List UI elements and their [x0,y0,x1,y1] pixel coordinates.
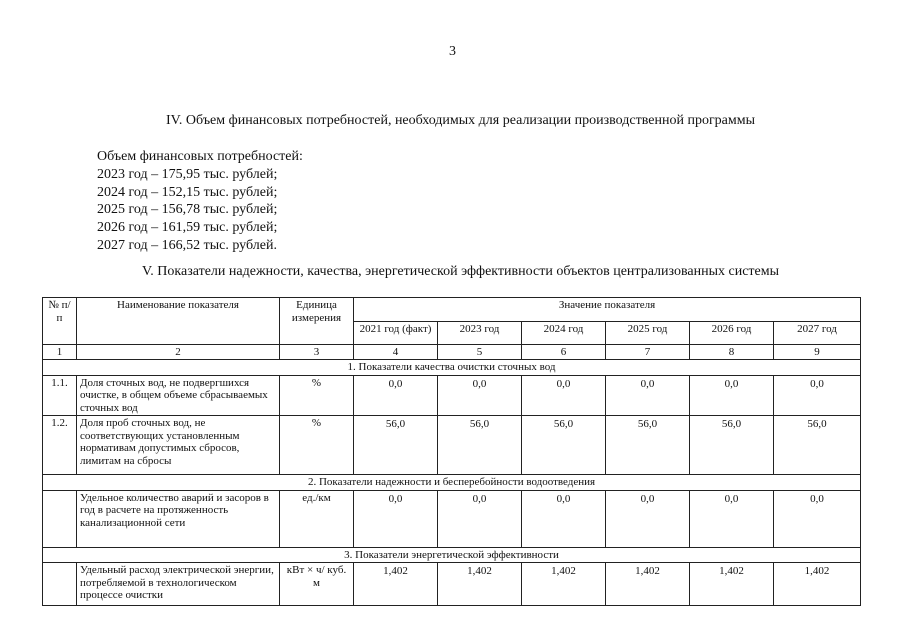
financial-needs-2027: 2027 год – 166,52 тыс. рублей. [97,237,277,253]
column-number: 3 [280,345,354,360]
group-title-quality: 1. Показатели качества очистки сточных вод [43,360,861,376]
header-year-2026: 2026 год [690,321,774,345]
row-number: 1.2. [43,416,77,475]
group-title-reliability: 2. Показатели надежности и бесперебойности водоотведения [43,475,861,491]
group-header-row [43,475,861,491]
row-number: 1.1. [43,375,77,416]
row-indicator-name: Удельное количество аварий и засоров в год в расчете на протяженность канализационной сети [77,490,280,547]
row-value-2027: 1,402 [774,563,861,606]
row-value-2027: 0,0 [774,490,861,547]
row-value-2024: 1,402 [522,563,606,606]
column-number: 2 [77,345,280,360]
row-value-2023: 0,0 [438,490,522,547]
row-value-2023: 0,0 [438,375,522,416]
financial-needs-2023: 2023 год – 175,95 тыс. рублей; [97,166,278,182]
row-value-2026: 0,0 [690,490,774,547]
row-value-2026: 56,0 [690,416,774,475]
header-unit: Единица измерения [280,298,354,345]
row-value-2024: 0,0 [522,375,606,416]
row-value-2021: 0,0 [354,375,438,416]
column-number: 8 [690,345,774,360]
column-number: 9 [774,345,861,360]
row-number [43,490,77,547]
financial-needs-2025: 2025 год – 156,78 тыс. рублей; [97,202,278,218]
header-year-2021: 2021 год (факт) [354,321,438,345]
row-value-2021: 56,0 [354,416,438,475]
row-unit: ед./км [280,490,354,547]
header-value-group: Значение показателя [354,298,861,322]
table-row [43,375,861,416]
row-value-2021: 1,402 [354,563,438,606]
row-value-2021: 0,0 [354,490,438,547]
row-indicator-name: Доля проб сточных вод, не соответствующих установленным нормативам допустимых сбросов, лимитам на сбросы [77,416,280,475]
header-no: № п/п [43,298,77,345]
table-row [43,416,861,475]
page-number: 3 [449,44,456,59]
row-indicator-name: Удельный расход электрической энергии, потребляемой в технологическом процессе очистки [77,563,280,606]
financial-needs-block [97,148,303,255]
row-value-2027: 56,0 [774,416,861,475]
table-row [43,490,861,547]
row-value-2026: 1,402 [690,563,774,606]
column-number: 1 [43,345,77,360]
header-year-2024: 2024 год [522,321,606,345]
section-4-title: IV. Объем финансовых потребностей, необходимых для реализации производственной программы [165,113,756,128]
financial-needs-intro: Объем финансовых потребностей: [97,149,303,164]
financial-needs-2026: 2026 год – 161,59 тыс. рублей; [97,220,278,236]
row-value-2025: 56,0 [606,416,690,475]
row-value-2024: 0,0 [522,490,606,547]
group-header-row [43,360,861,376]
row-unit: % [280,416,354,475]
group-header-row [43,547,861,563]
row-value-2023: 1,402 [438,563,522,606]
column-number: 6 [522,345,606,360]
header-row-1 [43,298,861,322]
row-value-2024: 56,0 [522,416,606,475]
column-number: 4 [354,345,438,360]
column-number: 5 [438,345,522,360]
header-year-2023: 2023 год [438,321,522,345]
row-value-2025: 1,402 [606,563,690,606]
row-value-2027: 0,0 [774,375,861,416]
row-value-2025: 0,0 [606,375,690,416]
row-indicator-name: Доля сточных вод, не подвергшихся очистке, в общем объеме сбрасываемых сточных вод [77,375,280,416]
row-value-2023: 56,0 [438,416,522,475]
row-number [43,563,77,606]
row-unit: кВт × ч/ куб. м [280,563,354,606]
financial-needs-2024: 2024 год – 152,15 тыс. рублей; [97,184,278,200]
column-number: 7 [606,345,690,360]
header-name: Наименование показателя [77,298,280,345]
row-value-2025: 0,0 [606,490,690,547]
row-unit: % [280,375,354,416]
column-numbers-row [43,345,861,360]
header-year-2027: 2027 год [774,321,861,345]
row-value-2026: 0,0 [690,375,774,416]
section-5-title: V. Показатели надежности, качества, энергетической эффективности объектов централизованных системы [142,264,779,279]
indicators-table [42,297,861,606]
table-row [43,563,861,606]
header-year-2025: 2025 год [606,321,690,345]
group-title-energy: 3. Показатели энергетической эффективности [43,547,861,563]
